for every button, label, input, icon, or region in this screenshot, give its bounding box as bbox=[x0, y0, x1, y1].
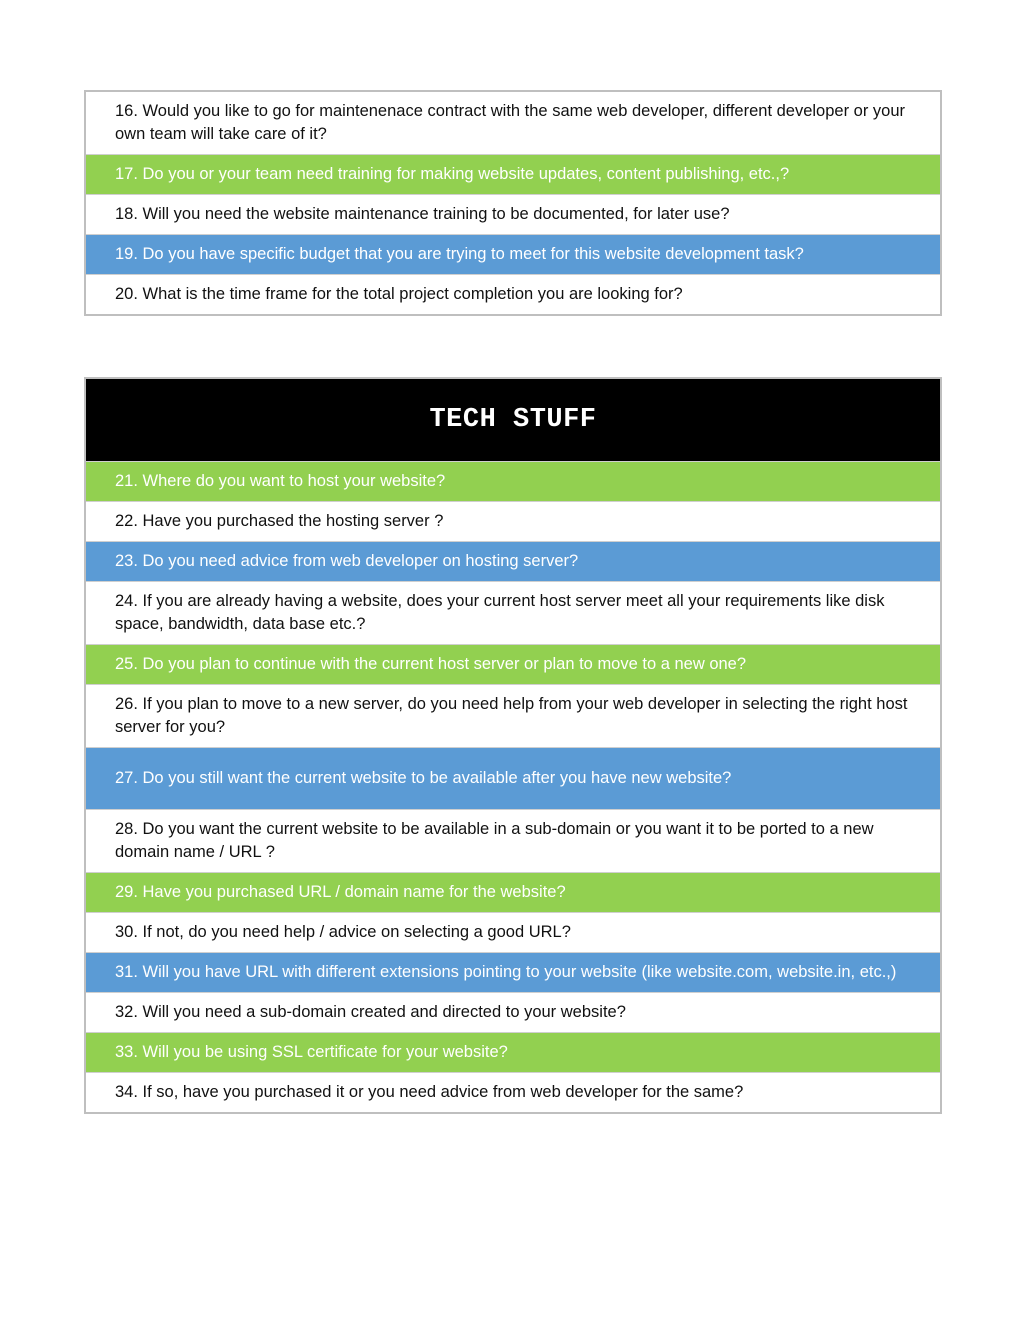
question-row-20: 20. What is the time frame for the total project completion you are looking for? bbox=[86, 274, 940, 314]
question-row-31: 31. Will you have URL with different extensions pointing to your website (like website.com, website.in, etc.,) bbox=[86, 952, 940, 992]
tech-stuff-table bbox=[84, 377, 942, 1114]
question-row-21: 21. Where do you want to host your website? bbox=[86, 461, 940, 501]
question-row-32: 32. Will you need a sub-domain created and directed to your website? bbox=[86, 992, 940, 1032]
question-row-27: 27. Do you still want the current website to be available after you have new website? bbox=[86, 747, 940, 809]
question-row-25: 25. Do you plan to continue with the current host server or plan to move to a new one? bbox=[86, 644, 940, 684]
question-row-17: 17. Do you or your team need training for making website updates, content publishing, etc.,? bbox=[86, 154, 940, 194]
question-row-26: 26. If you plan to move to a new server, do you need help from your web developer in selecting the right host server for you? bbox=[86, 684, 940, 747]
maintenance-questions-table bbox=[84, 90, 942, 316]
question-row-24: 24. If you are already having a website, does your current host server meet all your requirements like disk space, bandwidth, data base etc.? bbox=[86, 581, 940, 644]
section-heading: TECH STUFF bbox=[86, 379, 940, 461]
question-row-22: 22. Have you purchased the hosting server ? bbox=[86, 501, 940, 541]
question-row-30: 30. If not, do you need help / advice on selecting a good URL? bbox=[86, 912, 940, 952]
question-row-16: 16. Would you like to go for maintenenace contract with the same web developer, different developer or your own team will take care of it? bbox=[86, 92, 940, 154]
question-row-23: 23. Do you need advice from web developer on hosting server? bbox=[86, 541, 940, 581]
question-row-19: 19. Do you have specific budget that you are trying to meet for this website development task? bbox=[86, 234, 940, 274]
question-row-18: 18. Will you need the website maintenance training to be documented, for later use? bbox=[86, 194, 940, 234]
question-row-34: 34. If so, have you purchased it or you need advice from web developer for the same? bbox=[86, 1072, 940, 1112]
question-row-28: 28. Do you want the current website to be available in a sub-domain or you want it to be ported to a new domain name / URL ? bbox=[86, 809, 940, 872]
question-row-33: 33. Will you be using SSL certificate for your website? bbox=[86, 1032, 940, 1072]
question-row-29: 29. Have you purchased URL / domain name for the website? bbox=[86, 872, 940, 912]
